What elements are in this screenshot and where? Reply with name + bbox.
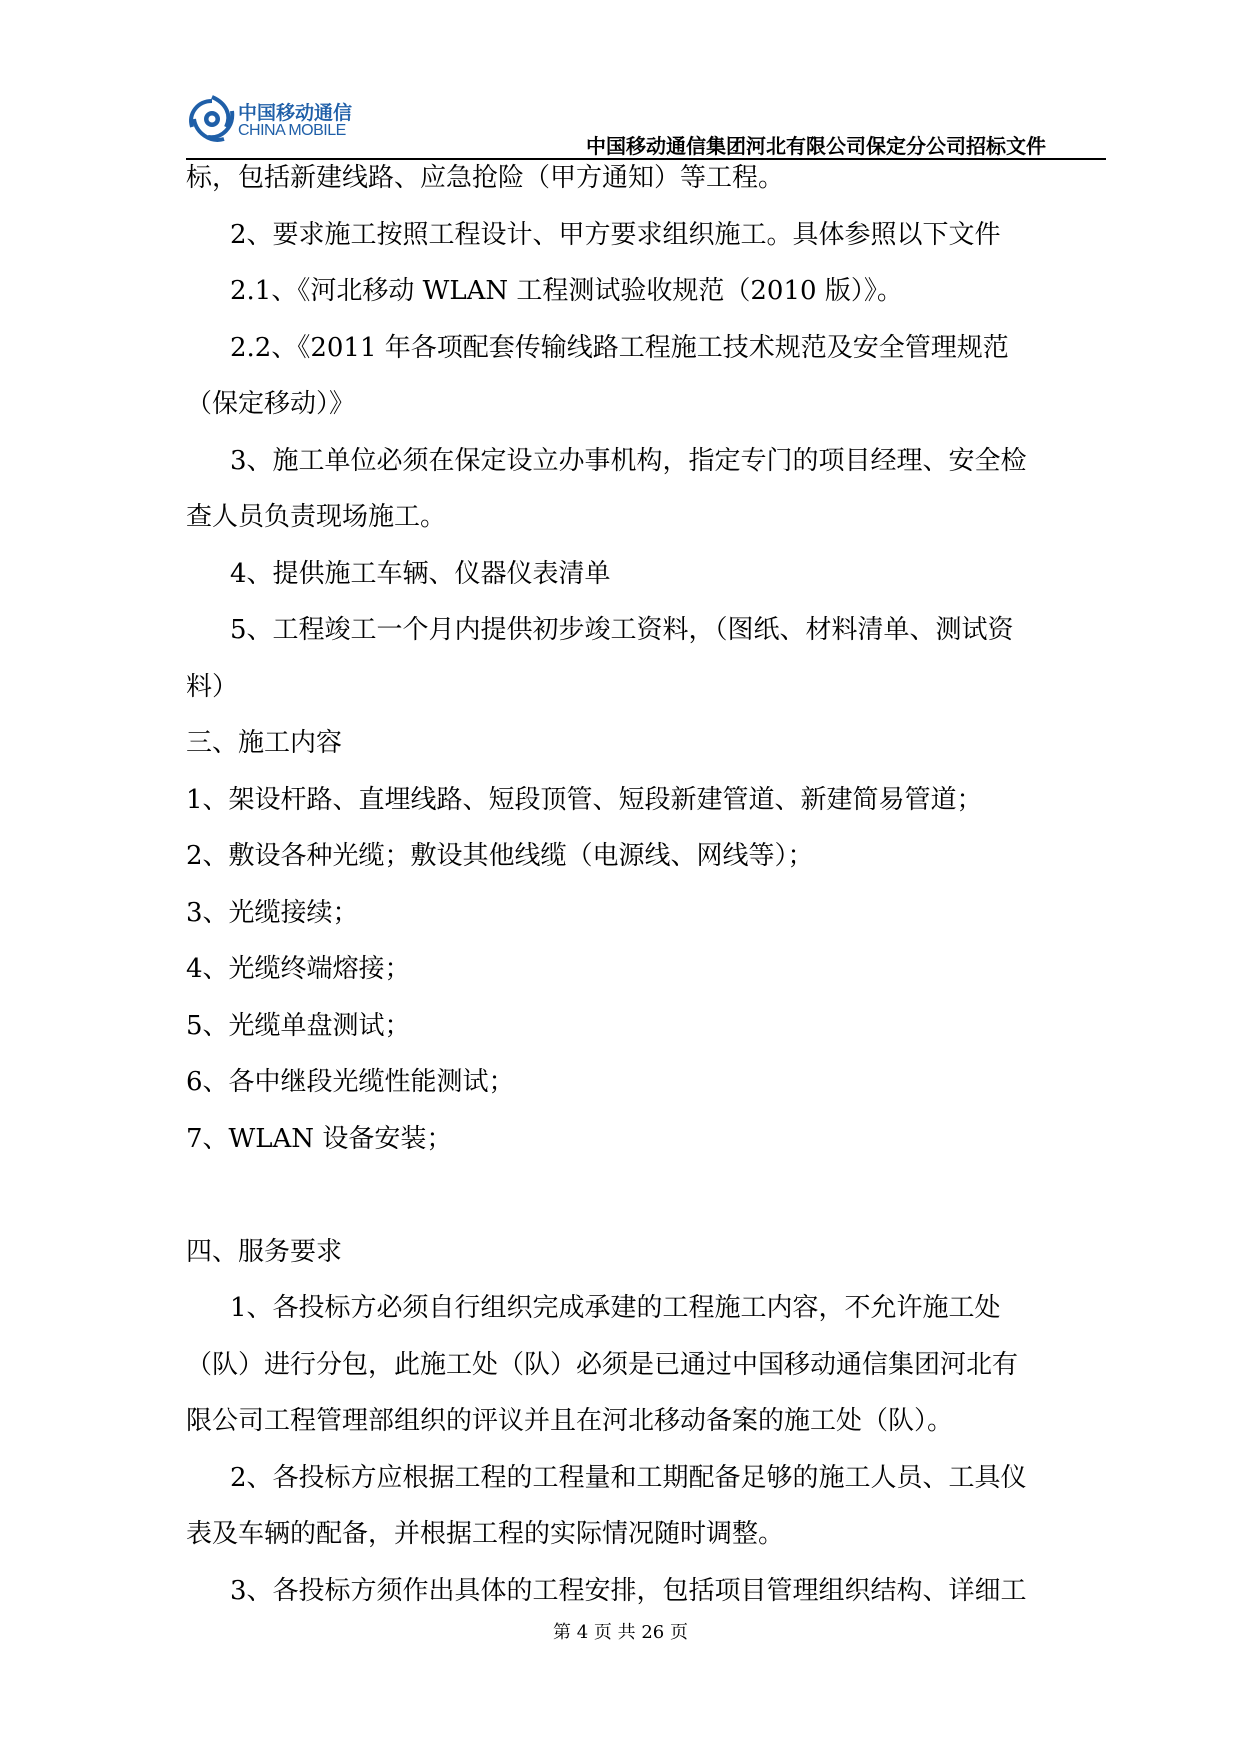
page-number: 第 4 页 共 26 页 [553, 1622, 688, 1643]
document-body [186, 150, 1106, 1619]
blank-line [186, 1167, 1106, 1224]
list-item: 5、光缆单盘测试； [186, 1010, 411, 1041]
body-line: 2.2、《2011 年各项配套传输线路工程施工技术规范及安全管理规范 [230, 332, 1009, 363]
body-line: 标，包括新建线路、应急抢险（甲方通知）等工程。 [186, 163, 785, 193]
body-line: 料） [186, 671, 239, 702]
body-line: 2、要求施工按照工程设计、甲方要求组织施工。具体参照以下文件 [230, 219, 1001, 250]
section-heading: 四、服务要求 [186, 1236, 343, 1267]
body-line: 4、提供施工车辆、仪器仪表清单 [230, 558, 611, 589]
body-line: 表及车辆的配备，并根据工程的实际情况随时调整。 [186, 1519, 785, 1549]
list-item: 7、WLAN 设备安装； [186, 1123, 453, 1154]
body-line: 限公司工程管理部组织的评议并且在河北移动备案的施工处（队）。 [186, 1406, 954, 1436]
body-line: 2.1、《河北移动 WLAN 工程测试验收规范（2010 版）》。 [230, 276, 903, 306]
list-item: 6、各中继段光缆性能测试； [186, 1067, 515, 1097]
china-mobile-logo [186, 93, 356, 151]
body-line: 1、各投标方必须自行组织完成承建的工程施工内容，不允许施工处 [230, 1293, 1001, 1323]
body-line: 2、各投标方应根据工程的工程量和工期配备足够的施工人员、工具仪 [230, 1462, 1027, 1493]
body-line: 查人员负责现场施工。 [186, 502, 447, 532]
list-item: 1、架设杆路、直埋线路、短段顶管、短段新建管道、新建简易管道； [186, 784, 983, 815]
section-heading: 三、施工内容 [186, 728, 343, 758]
body-line: 3、各投标方须作出具体的工程安排，包括项目管理组织结构、详细工 [230, 1575, 1027, 1606]
list-item: 3、光缆接续； [186, 897, 359, 928]
list-item: 4、光缆终端熔接； [186, 954, 411, 984]
header-title: 中国移动通信集团河北有限公司保定分公司招标文件 [586, 134, 1046, 158]
body-line: （队）进行分包，此施工处（队）必须是已通过中国移动通信集团河北有 [186, 1349, 1019, 1380]
china-mobile-logo-icon [186, 93, 238, 145]
list-item: 2、敷设各种光缆；敷设其他线缆（电源线、网线等）； [186, 841, 814, 871]
logo-chinese-text: 中国移动通信 [238, 102, 353, 124]
body-line: 5、工程竣工一个月内提供初步竣工资料，（图纸、材料清单、测试资 [230, 615, 1014, 645]
body-line: 3、施工单位必须在保定设立办事机构，指定专门的项目经理、安全检 [230, 445, 1027, 476]
body-line: （保定移动）》 [186, 389, 356, 419]
logo-english-text: CHINA MOBILE [238, 122, 346, 139]
